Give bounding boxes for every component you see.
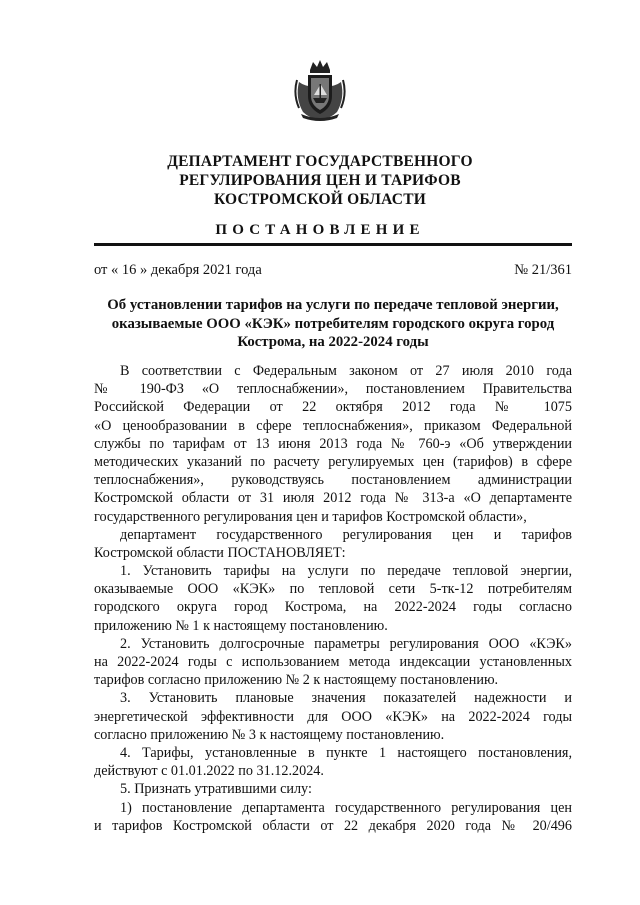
document-body: [94, 362, 572, 835]
paragraph-line: и тарифов Костромской области от 22 декабря 2020 года № 20/496: [94, 817, 572, 834]
paragraph-line: теплоснабжения», руководствуясь постановлением администрации: [94, 472, 572, 489]
body-paragraph: [94, 526, 572, 562]
department-name: [0, 152, 640, 209]
paragraph-line: 5. Признать утратившими силу:: [120, 781, 312, 798]
subject-line-2: оказываемые ООО «КЭК» потребителям городского округа город: [111, 315, 555, 332]
body-paragraph: [94, 799, 572, 835]
header-divider: [94, 243, 572, 246]
paragraph-line: оказываемые ООО «КЭК» по тепловой сети 5-тк-12 потребителям: [94, 581, 572, 598]
paragraph-line: департамент государственного регулирования цен и тарифов: [120, 526, 572, 543]
subject-line-1: Об установлении тарифов на услуги по передаче тепловой энергии,: [107, 297, 559, 313]
document-subject: [94, 296, 572, 352]
paragraph-line: городского округа город Кострома, на 2022-2024 годы согласно: [94, 599, 572, 616]
paragraph-line: 2. Установить долгосрочные параметры регулирования ООО «КЭК»: [120, 635, 572, 652]
paragraph-line: на 2022-2024 годы с использованием метода индексации установленных: [94, 654, 572, 670]
paragraph-line: 4. Тарифы, установленные в пункте 1 настоящего постановления,: [120, 744, 572, 761]
paragraph-line: Российской Федерации от 22 октября 2012 года № 1075: [94, 399, 572, 416]
paragraph-line: 1. Установить тарифы на услуги по передаче тепловой энергии,: [120, 563, 572, 580]
subject-line-3: Кострома, на 2022-2024 годы: [237, 334, 429, 350]
paragraph-line: государственного регулирования цен и тарифов Костромской области»,: [94, 508, 527, 525]
document-date: от « 16 » декабря 2021 года: [94, 262, 262, 278]
department-line-3: КОСТРОМСКОЙ ОБЛАСТИ: [213, 191, 426, 208]
paragraph-line: 3. Установить плановые значения показателей надежности и: [120, 690, 572, 707]
coat-of-arms-emblem: [293, 58, 347, 122]
body-paragraph: [94, 635, 572, 690]
paragraph-line: Костромской области ПОСТАНОВЛЯЕТ:: [94, 544, 346, 561]
body-paragraph: [94, 744, 572, 780]
paragraph-line: «О ценообразовании в сфере теплоснабжения», приказом Федеральной: [94, 417, 572, 434]
paragraph-line: службы по тарифам от 13 июня 2013 года № 760-э «Об утверждении: [94, 435, 572, 452]
paragraph-line: № 190-ФЗ «О теплоснабжении», постановлением Правительства: [94, 381, 572, 398]
paragraph-line: Костромской области от 31 июля 2012 года № 313-а «О департаменте: [94, 490, 572, 507]
document-type-title: ПОСТАНОВЛЕНИЕ: [215, 222, 425, 238]
body-paragraph: [94, 780, 572, 798]
department-line-1: ДЕПАРТАМЕНТ ГОСУДАРСТВЕННОГО: [167, 153, 473, 170]
paragraph-line: тарифов согласно приложению № 2 к настоящему постановлению.: [94, 672, 499, 689]
paragraph-line: методических указаний по расчету регулируемых цен (тарифов) в сфере: [94, 453, 572, 470]
document-number: № 21/361: [514, 262, 572, 278]
paragraph-line: согласно приложению № 3 к настоящему постановлению.: [94, 726, 445, 743]
body-paragraph: [94, 562, 572, 635]
paragraph-line: энергетической эффективности для ООО «КЭК» на 2022-2024 годы: [94, 708, 572, 725]
body-paragraph: [94, 362, 572, 526]
department-line-2: РЕГУЛИРОВАНИЯ ЦЕН И ТАРИФОВ: [179, 172, 461, 189]
paragraph-line: В соответствии с Федеральным законом от 27 июля 2010 года: [120, 363, 572, 379]
paragraph-line: действуют с 01.01.2022 по 31.12.2024.: [94, 763, 324, 780]
date-number-line: [94, 262, 572, 279]
paragraph-line: 1) постановление департамента государственного регулирования цен: [120, 799, 572, 816]
body-paragraph: [94, 689, 572, 744]
paragraph-line: приложению № 1 к настоящему постановлению.: [94, 617, 388, 634]
